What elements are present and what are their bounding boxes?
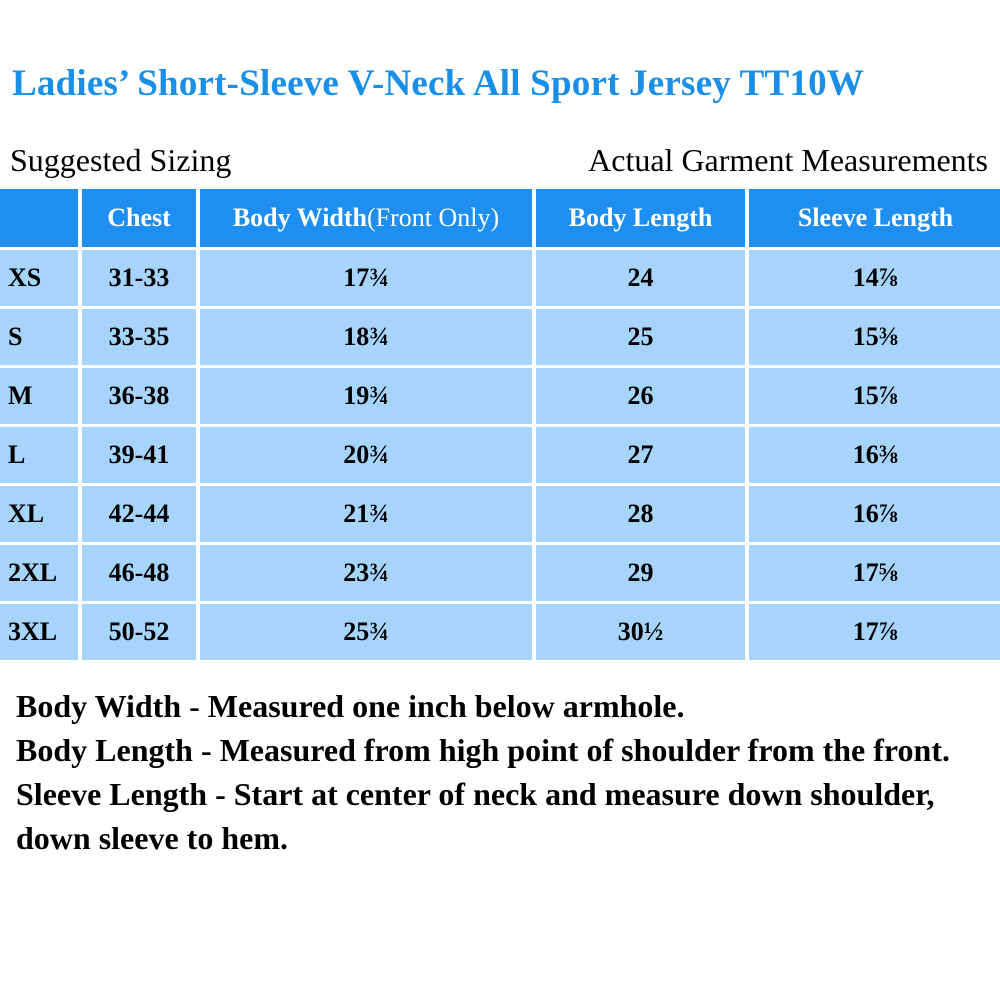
page-title: Ladies’ Short-Sleeve V-Neck All Sport Jersey TT10W	[12, 63, 865, 104]
size-chart-table	[0, 189, 1000, 660]
row-body-width: 18¾	[200, 309, 532, 365]
garment-measurements-label: Actual Garment Measurements	[588, 142, 988, 178]
row-size: XS	[0, 250, 78, 306]
row-chest: 31-33	[82, 250, 196, 306]
row-chest: 33-35	[82, 309, 196, 365]
row-body-width: 23¾	[200, 545, 532, 601]
row-chest: 36-38	[82, 368, 196, 424]
row-body-width: 19¾	[200, 368, 532, 424]
row-sleeve-length: 17⅝	[749, 545, 1000, 601]
row-sleeve-length: 16⅜	[749, 427, 1000, 483]
measurement-notes	[16, 684, 986, 860]
row-body-length: 26	[536, 368, 745, 424]
row-chest: 46-48	[82, 545, 196, 601]
row-body-length: 30½	[536, 604, 745, 660]
row-body-width: 17¾	[200, 250, 532, 306]
header-body-width-label: Body Width	[232, 203, 367, 232]
row-size: 2XL	[0, 545, 78, 601]
row-size: L	[0, 427, 78, 483]
note-body-length: Body Length - Measured from high point of shoulder from the front.	[16, 732, 950, 768]
header-body-width	[200, 189, 532, 247]
suggested-sizing-label: Suggested Sizing	[10, 142, 232, 178]
row-chest: 50-52	[82, 604, 196, 660]
row-size: 3XL	[0, 604, 78, 660]
row-sleeve-length: 15⅜	[749, 309, 1000, 365]
row-body-length: 24	[536, 250, 745, 306]
row-body-length: 29	[536, 545, 745, 601]
row-sleeve-length: 15⅞	[749, 368, 1000, 424]
note-body-width: Body Width - Measured one inch below armhole.	[16, 688, 685, 724]
row-body-length: 25	[536, 309, 745, 365]
header-body-width-note: (Front Only)	[367, 203, 500, 232]
row-size: XL	[0, 486, 78, 542]
row-sleeve-length: 14⅞	[749, 250, 1000, 306]
row-body-width: 21¾	[200, 486, 532, 542]
row-sleeve-length: 16⅞	[749, 486, 1000, 542]
header-size	[0, 189, 78, 247]
row-size: M	[0, 368, 78, 424]
header-sleeve-length: Sleeve Length	[749, 189, 1000, 247]
header-chest: Chest	[82, 189, 196, 247]
row-body-width: 25¾	[200, 604, 532, 660]
header-body-length: Body Length	[536, 189, 745, 247]
row-body-length: 27	[536, 427, 745, 483]
row-chest: 42-44	[82, 486, 196, 542]
row-sleeve-length: 17⅞	[749, 604, 1000, 660]
row-body-width: 20¾	[200, 427, 532, 483]
row-chest: 39-41	[82, 427, 196, 483]
row-body-length: 28	[536, 486, 745, 542]
row-size: S	[0, 309, 78, 365]
note-sleeve-length: Sleeve Length - Start at center of neck and measure down shoulder, down sleeve to hem.	[16, 776, 935, 856]
